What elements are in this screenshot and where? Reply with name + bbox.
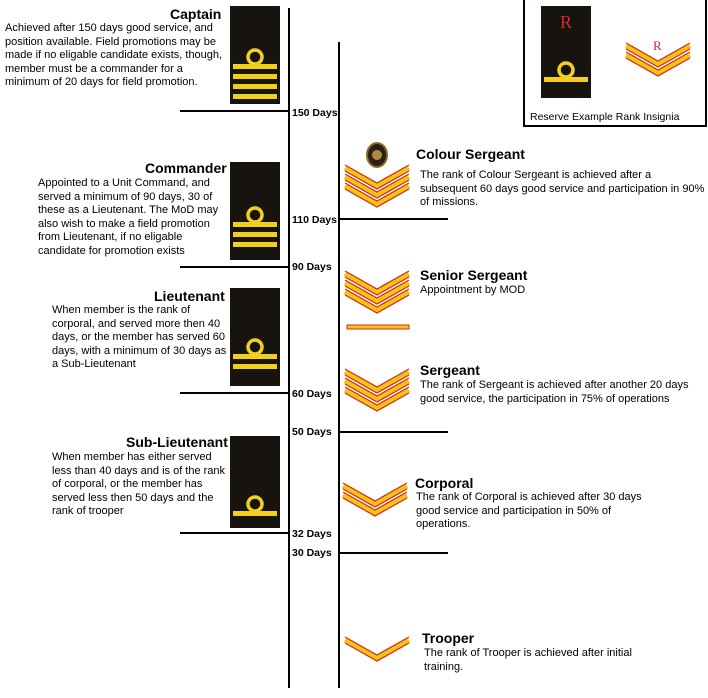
trooper-title: Trooper (422, 630, 475, 646)
captain-description: Achieved after 150 days good service, and position available. Field promotions may be made if no eligable candidate exists, though, member must be a commander for a minimum of 20 days for field promotion. (5, 22, 223, 88)
lieutenant-title: Lieutenant (154, 288, 225, 304)
colour-sergeant-title: Colour Sergeant (416, 146, 525, 162)
reserve-legend-caption: Reserve Example Rank Insignia (530, 111, 680, 123)
colour-sergeant-description: The rank of Colour Sergeant is achieved after a subsequent 60 days good service and participation in 90% of missions. (420, 169, 705, 208)
enlisted-timeline-axis (338, 42, 340, 688)
senior-sergeant-description: Appointment by MOD (420, 284, 526, 296)
marker-50-days: 50 Days (292, 426, 332, 438)
marker-60-days: 60 Days (292, 388, 332, 400)
sergeant-description: The rank of Sergeant is achieved after another 20 days good service, the participation in 75% of operations (420, 379, 689, 405)
marker-90-days: 90 Days (292, 261, 332, 273)
colour-sergeant-insignia-icon (342, 138, 412, 202)
captain-title: Captain (170, 6, 222, 22)
reserve-mark-chevron: R (653, 38, 662, 53)
marker-line-110-days (338, 218, 448, 220)
corporal-description: The rank of Corporal is achieved after 30 days good service and participation in 50% of operations. (416, 491, 642, 530)
marker-line-30-days (338, 552, 448, 554)
lieutenant-description: When member is the rank of corporal, and served more then 40 days, or the member has served 60 days, with a minimum of 30 days as a Sub-Lieutenant (52, 304, 227, 370)
commander-title: Commander (145, 160, 227, 176)
marker-line-32-days (180, 532, 290, 534)
marker-line-50-days (338, 431, 448, 433)
marker-30-days: 30 Days (292, 547, 332, 559)
marker-110-days: 110 Days (292, 214, 337, 226)
marker-150-days: 150 Days (292, 107, 338, 119)
senior-sergeant-title: Senior Sergeant (420, 267, 528, 283)
reserve-chevron-icon (623, 34, 693, 84)
reserve-mark-board: R (560, 12, 573, 32)
commander-description: Appointed to a Unit Command, and served a minimum of 90 days, 30 of these as a Lieutenant. The MoD may also wish to make a field promotion from Lieutenant, if no eligable candidate for promotion exists (38, 177, 219, 257)
corporal-title: Corporal (415, 475, 474, 491)
sub-lieutenant-description: When member has either served less than 40 days and is of the rank of corporal, or the member has served less then 50 days and the rank of trooper (52, 451, 226, 517)
sergeant-insignia-icon (342, 366, 412, 426)
reserve-legend-box (523, 0, 707, 127)
reserve-shoulder-board-icon (541, 6, 591, 98)
trooper-insignia-icon (342, 634, 412, 674)
sub-lieutenant-shoulder-board-icon (230, 436, 280, 528)
marker-line-150-days (180, 110, 290, 112)
trooper-description: The rank of Trooper is achieved after initial training. (424, 647, 632, 673)
marker-line-60-days (180, 392, 290, 394)
sub-lieutenant-title: Sub-Lieutenant (126, 434, 228, 450)
marker-line-90-days (180, 266, 290, 268)
captain-shoulder-board-icon (230, 6, 280, 104)
corporal-insignia-icon (340, 480, 410, 530)
sergeant-title: Sergeant (420, 362, 480, 378)
marker-32-days: 32 Days (292, 528, 332, 540)
commander-shoulder-board-icon (230, 162, 280, 260)
lieutenant-shoulder-board-icon (230, 288, 280, 386)
senior-sergeant-insignia-icon (342, 268, 412, 332)
